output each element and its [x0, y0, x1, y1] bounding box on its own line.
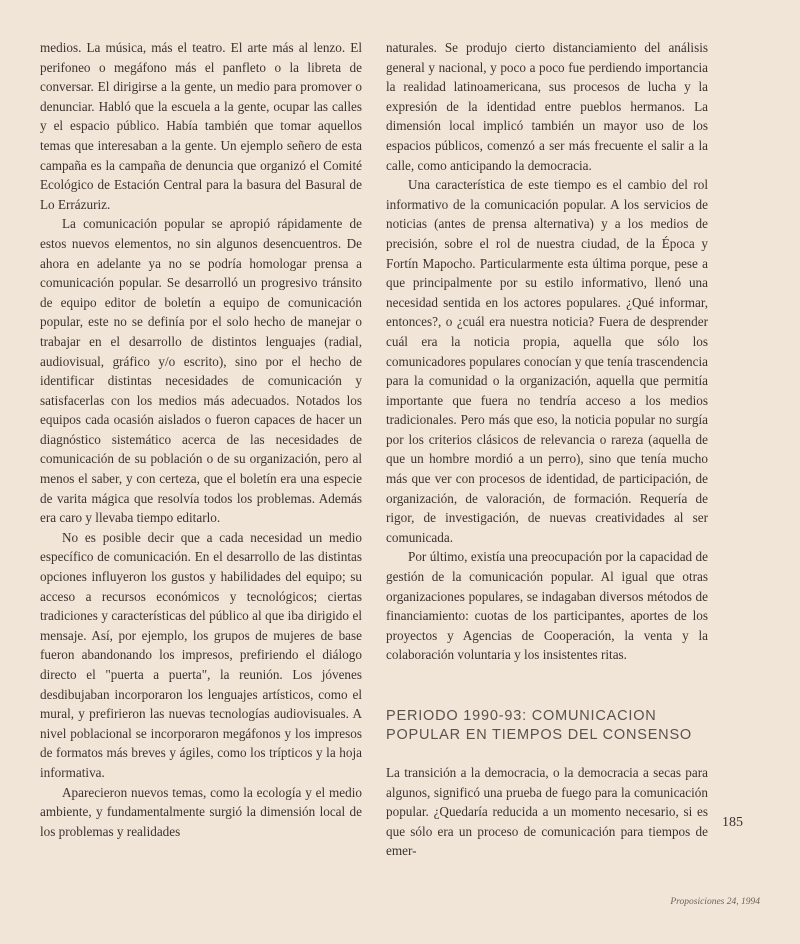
- left-column: [40, 38, 362, 841]
- right-column: [386, 38, 708, 861]
- footer-citation: Proposiciones 24, 1994: [670, 897, 760, 907]
- page-number: 185: [722, 815, 743, 830]
- section-heading: PERIODO 1990-93: COMUNICACION POPULAR EN TIEMPOS DEL CONSENSO: [386, 708, 693, 743]
- paragraph: Por último, existía una preocupación por la capacidad de gestión de la comunicación popular. Al igual que otras organizaciones populares, se indagaban diversos métodos de financiamiento: cuotas de los participantes, aportes de los proyectos y Agencias de Cooperación, la venta y la colaboración voluntaria y los insistentes ritas.: [386, 549, 708, 663]
- paragraph: No es posible decir que a cada necesidad un medio específico de comunicación. En el desarrollo de las distintas opciones influyeron los gustos y habilidades del equipo; su acceso a recursos económicos y tecnológicos; ciertas tradiciones y características del público al que iba dirigido el mensaje. Así, por ejemplo, los grupos de mujeres de base fueron abandonando los impresos, prefiriendo el diálogo directo el "puerta a puerta", la reunión. Los jóvenes desdibujaban incorporaron los lenguajes artísticos, como el mural, y prefirieron las nuevas tecnologías audiovisuales. A nivel poblacional se incorporaron megáfonos y los impresos de formatos más breves y ágiles, como los trípticos y la hoja informativa.: [40, 529, 362, 780]
- paragraph: medios. La música, más el teatro. El arte más al lenzo. El perifoneo o megáfono más el panfleto o la libreta de conversar. El dirigirse a la gente, un medio para promover o denunciar. Habló que la escuela a la gente, ocupar las calles y el espacio público. Había también que tomar aquellos temas que interesaban a la gente. Un ejemplo señero de esta campaña es la campaña de denuncia que organizó el Comité Ecológico de Estación Central para la basura del Basural de Lo Errázuriz.: [40, 40, 362, 212]
- paragraph: La transición a la democracia, o la democracia a secas para algunos, significó una prueba de fuego para la comunicación popular. ¿Quedaría reducida a un momento necesario, si es que sólo era un proceso de comunicación para tiempos de emer-: [386, 765, 708, 859]
- paragraph: La comunicación popular se apropió rápidamente de estos nuevos elementos, no sin algunos desencuentros. De ahora en adelante ya no se podría homologar prensa a comunicación popular. Se desarrolló un progresivo tránsito de equipo editor de boletín a equipo de comunicación popular, este no se definía por el solo hecho de manejar o trabajar en el desarrollo de distintos lenguajes (radial, audiovisual, gráfico y/o escrito), sino por el hecho de identificar distintas necesidades de comunicación y satisfacerlas con los medios más adecuados. Notados los equipos cada ocasión aislados o fueron capaces de hacer un diagnóstico sistemático acerca de las necesidades de comunicación de su población o de su organización, pero al menos el saber, y con certeza, que el boletín era una especie de varita mágica que resolvía todos los problemas. Además era caro y llevaba tiempo editarlo.: [40, 216, 362, 526]
- paragraph: naturales. Se produjo cierto distanciamiento del análisis general y nacional, y poco a poco fue perdiendo importancia la realidad latinoamericana, sus procesos de lucha y la expresión de la identidad entre pueblos hermanos. La dimensión local implicó también un mayor uso de los espacios públicos, comenzó a ser más frecuente el salir a la calle, como anticipando la democracia.: [386, 40, 708, 173]
- paragraph: Una característica de este tiempo es el cambio del rol informativo de la comunicación popular. A los servicios de noticias (antes de prensa alternativa) y a los medios de precisión, sobre el rol de nuestra ciudad, de la Época y Fortín Mapocho. Particularmente esta última porque, pese a que principalmente por su estilo informativo, llenó una necesidad sentida en los actores populares. ¿Qué informar, entonces?, o ¿cuál era nuestra noticia? Fuera de desprender cuál era la noticia propia, aquella que sólo los comunicadores populares conocían y que tenía trascendencia para la comunidad o la organización, aquella que permitía importante que fuera no tendría acceso a los medios tradicionales. Pero más que eso, la noticia popular no surgía por los criterios clásicos de relevancia o rareza (aquella de que un hombre mordió a un perro), sino que tenía mucho más que ver con procesos de identidad, de participación, de organización, de valoración, de formación. Requería de rigor, de investigación, de nuevas creatividades al ser comunicada.: [386, 177, 708, 545]
- paragraph: Aparecieron nuevos temas, como la ecología y el medio ambiente, y fundamentalmente surgió la dimensión local de los problemas y realidades: [40, 784, 362, 839]
